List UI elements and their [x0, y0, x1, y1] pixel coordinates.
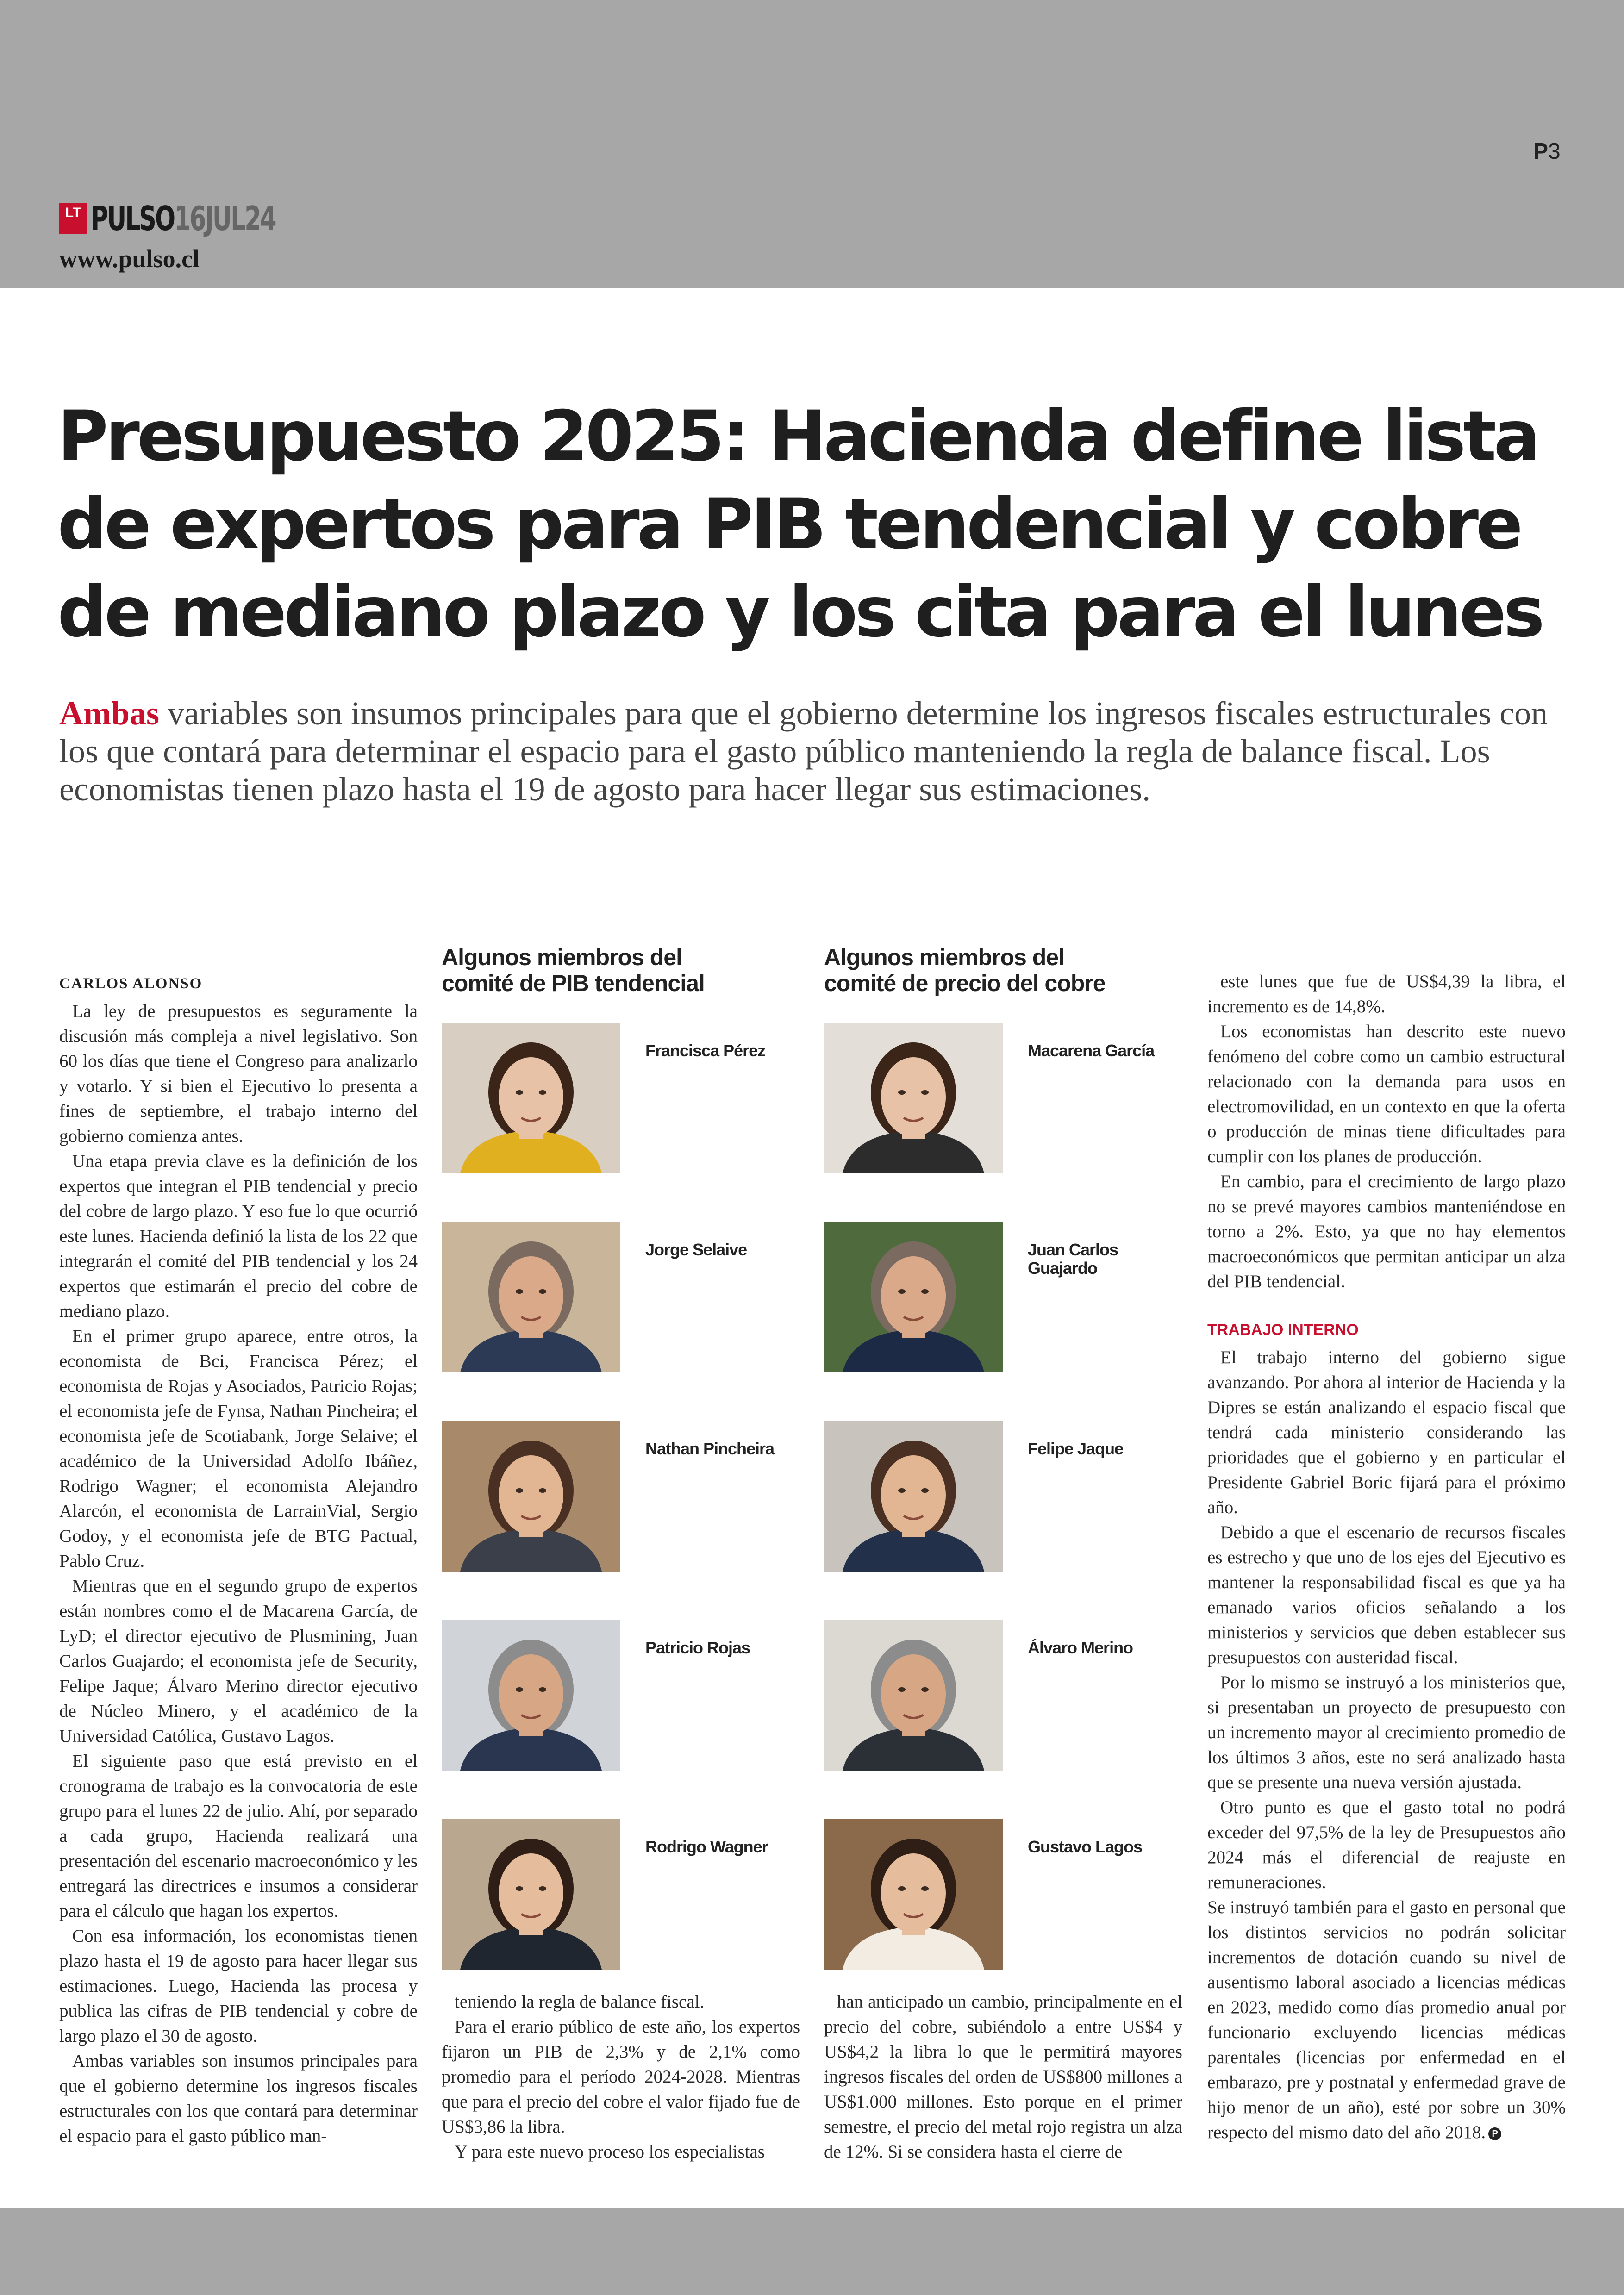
body-paragraph: Los economistas han descrito este nuevo fenómeno del cobre como un cambio estructural relacionado con la demanda para usos en electromovilidad, en un contexto en que la oferta o producción de minas tiene dificultades para cumplir con los planes de producción.	[1207, 1022, 1566, 1166]
committee-member	[824, 1023, 1185, 1176]
body-paragraph: Una etapa previa clave es la definición de los expertos que integran el PIB tendencial y precio del cobre de largo plazo. Y eso fue lo que ocurrió este lunes. Hacienda definió la lista de los 22 que integrarán el comité del PIB tendencial y los 24 expertos que estimarán el precio del cobre de mediano plazo.	[59, 1151, 418, 1321]
box-title-pib: Algunos miembros del comité de PIB tendencial	[442, 944, 705, 996]
article-column-1	[59, 971, 418, 2149]
bottom-band	[0, 2208, 1624, 2295]
brand-and-date	[91, 199, 275, 238]
member-photo	[824, 1421, 1003, 1572]
deck-text: variables son insumos principales para que el gobierno determine los ingresos fiscales estructurales con los que contará para determinar el espacio para el gasto público manteniendo la regla de balance fiscal. Los economistas tienen plazo hasta el 19 de agosto para hacer llegar sus estimaciones.	[59, 695, 1548, 808]
committee-member	[824, 1421, 1185, 1574]
body-paragraph: El trabajo interno del gobierno sigue avanzando. Por ahora al interior de Hacienda y la Dipres se están analizando el espacio fiscal que tendrá cada ministerio considerando las prioridades que el gobierno y en particular el Presidente Gabriel Boric fijará para el próximo año.	[1207, 1347, 1566, 1517]
member-name: Rodrigo Wagner	[645, 1837, 768, 1856]
member-photo	[442, 1421, 620, 1572]
brand-name: PULSO	[91, 199, 175, 238]
member-name: Gustavo Lagos	[1028, 1837, 1143, 1856]
article-column-3	[824, 1989, 1182, 2164]
committee-member	[442, 1222, 803, 1375]
lt-logo: LT	[59, 203, 87, 234]
byline: CARLOS ALONSO	[59, 975, 203, 992]
body-paragraph: Por lo mismo se instruyó a los ministerios que, si presentaban un proyecto de presupuesto con un incremento mayor al crecimiento promedio de los últimos 3 años, este no será analizado hasta que se presente una nueva versión ajustada.	[1207, 1672, 1566, 1792]
committee-member	[442, 1620, 803, 1773]
top-band	[0, 0, 1624, 288]
end-mark-icon: P	[1488, 2127, 1501, 2140]
body-paragraph: La ley de presupuestos es seguramente la discusión más compleja a nivel legislativo. Son 60 los días que tiene el Congreso para analizarlo y votarlo. Y si bien el Ejecutivo lo presenta a fines de septiembre, el trabajo interno del gobierno comienza antes.	[59, 1001, 418, 1146]
body-paragraph: Debido a que el escenario de recursos fiscales es estrecho y que uno de los ejes del Ejecutivo es mantener la responsabilidad fiscal es que ya ha emanado varios oficios señalando a los ministerios y servicios que deben establecer sus presupuestos con austeridad fiscal.	[1207, 1522, 1566, 1667]
committee-member	[442, 1819, 803, 1972]
edition-date: 16JUL24	[174, 199, 275, 238]
site-url[interactable]: www.pulso.cl	[59, 245, 200, 273]
member-name: Macarena García	[1028, 1041, 1155, 1060]
article-column-2	[442, 1989, 800, 2164]
body-paragraph: Se instruyó también para el gasto en personal que los distintos servicios no podrán solicitar incrementos de dotación cuando su nivel de ausentismo laboral asociado a licencias médicas en 2023, medido como días promedio anual por funcionario excluyendo licencias médicas parentales (licencias por enfermedad en el embarazo, pre y postnatal y enfermedad grave de hijo menor de un año), esté por sobre un 30% respecto del mismo dato del año 2018.	[1207, 1897, 1566, 2142]
article-column-4	[1207, 969, 1566, 2145]
committee-member	[824, 1222, 1185, 1375]
member-photo	[824, 1819, 1003, 1970]
member-name: Jorge Selaive	[645, 1240, 747, 1259]
page-number: P3	[1533, 139, 1561, 164]
masthead	[59, 200, 347, 237]
member-photo	[442, 1620, 620, 1771]
headline: Presupuesto 2025: Hacienda define lista de expertos para PIB tendencial y cobre de mediano plazo y los cita para el lunes	[57, 396, 1542, 653]
deck-lead: Ambas	[59, 695, 160, 732]
committee-member	[442, 1023, 803, 1176]
body-paragraph: teniendo la regla de balance fiscal.	[455, 1992, 705, 2012]
member-photo	[824, 1620, 1003, 1771]
deck	[59, 694, 1582, 808]
body-paragraph: Para el erario público de este año, los expertos fijaron un PIB de 2,3% y de 2,1% como promedio para el período 2024-2028. Mientras que para el precio del cobre el valor fijado fue de US$3,86 la libra.	[442, 2017, 800, 2137]
subhead-trabajo-interno: TRABAJO INTERNO	[1207, 1321, 1359, 1339]
member-name: Francisca Pérez	[645, 1041, 766, 1060]
member-name: Felipe Jaque	[1028, 1439, 1124, 1458]
member-photo	[442, 1222, 620, 1372]
body-paragraph: En el primer grupo aparece, entre otros, la economista de Bci, Francisca Pérez; el economista de Rojas y Asociados, Patricio Rojas; el economista jefe de Fynsa, Nathan Pincheira; el economista jefe de Scotiabank, Jorge Selaive; el académico de la Universidad Adolfo Ibáñez, Rodrigo Wagner; el economista Alejandro Alarcón, el economista de LarrainVial, Sergio Godoy, y el economista jefe de BTG Pactual, Pablo Cruz.	[59, 1326, 418, 1571]
body-paragraph: han anticipado un cambio, principalmente en el precio del cobre, subiéndolo a entre US$4 y US$4,2 la libra lo que le permitirá mayores ingresos fiscales del orden de US$800 millones a US$1.000 millones. Esto porque en el primer semestre, el precio del metal rojo registra un alza de 12%. Si se considera hasta el cierre de	[824, 1992, 1182, 2162]
member-name: Patricio Rojas	[645, 1638, 750, 1657]
member-photo	[442, 1023, 620, 1173]
member-name: Juan Carlos Guajardo	[1028, 1240, 1118, 1278]
member-name: Nathan Pincheira	[645, 1439, 775, 1458]
body-paragraph: Otro punto es que el gasto total no podrá exceder del 97,5% de la ley de Presupuestos año 2024 más el diferencial de reajuste en remuneraciones.	[1207, 1797, 1566, 1892]
member-name: Álvaro Merino	[1028, 1638, 1133, 1657]
box-title-cobre: Algunos miembros del comité de precio del cobre	[824, 944, 1106, 996]
member-photo	[824, 1222, 1003, 1372]
committee-member	[824, 1620, 1185, 1773]
committee-member	[824, 1819, 1185, 1972]
body-paragraph: Con esa información, los economistas tienen plazo hasta el 19 de agosto para hacer llegar sus estimaciones. Luego, Hacienda las procesa y publica las cifras de PIB tendencial y cobre de largo plazo el 30 de agosto.	[59, 1926, 418, 2046]
body-paragraph: Y para este nuevo proceso los especialistas	[455, 2142, 765, 2162]
member-photo	[824, 1023, 1003, 1173]
body-paragraph: En cambio, para el crecimiento de largo plazo no se prevé mayores cambios manteniéndose en torno a 2%. Esto, ya que no hay elementos macroeconómicos que permitan anticipar un alza del PIB tendencial.	[1207, 1172, 1566, 1291]
body-paragraph: este lunes que fue de US$4,39 la libra, el incremento es de 14,8%.	[1207, 972, 1566, 1017]
committee-member	[442, 1421, 803, 1574]
body-paragraph: El siguiente paso que está previsto en el cronograma de trabajo es la convocatoria de este grupo para el lunes 22 de julio. Ahí, por separado a cada grupo, Hacienda realizará una presentación del escenario macroeconómico y les entregará las directrices e insumos a considerar para el cálculo que hagan los expertos.	[59, 1751, 418, 1921]
body-paragraph: Mientras que en el segundo grupo de expertos están nombres como el de Macarena García, de LyD; el director ejecutivo de Plusmining, Juan Carlos Guajardo; el economista jefe de Security, Felipe Jaque; Álvaro Merino director ejecutivo de Núcleo Minero, y el académico de la Universidad Católica, Gustavo Lagos.	[59, 1576, 418, 1746]
body-paragraph: Ambas variables son insumos principales para que el gobierno determine los ingresos fiscales estructurales con los que contará para determinar el espacio para el gasto público man-	[59, 2051, 418, 2146]
member-photo	[442, 1819, 620, 1970]
